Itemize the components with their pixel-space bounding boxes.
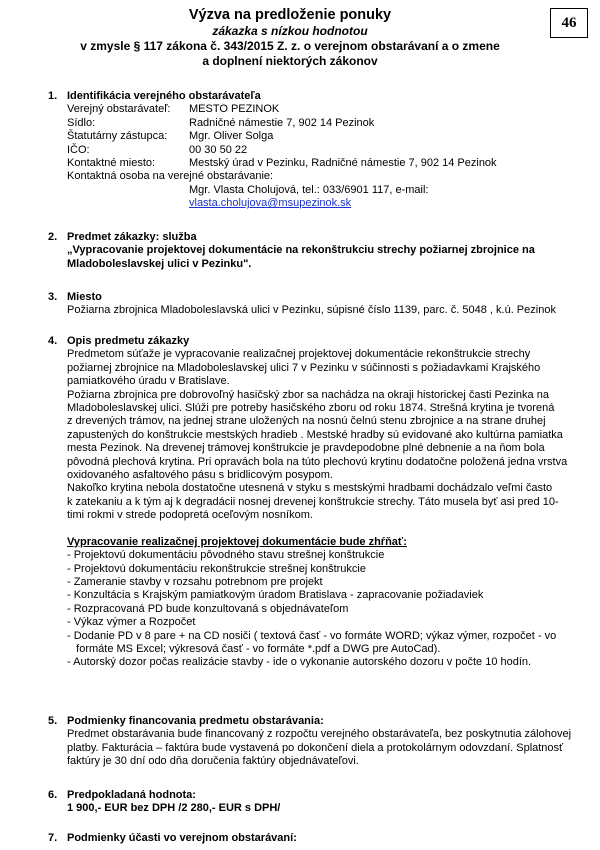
section-title: Podmienky účasti vo verejnom obstarávaní: [67,832,297,844]
info-row [67,103,555,116]
row-label: Kontaktné miesto: [67,157,156,170]
description-line: požiarnej zbrojnice na Mladoboleslavskej ulici 7 v Pezinku v súčinnosti s požiadavkami Krajského [67,361,541,374]
list-item: - Dodanie PD v 8 pare + na CD nosiči ( textová časť - vo formáte WORD; výkaz výmer, rozpočet - vo [67,629,557,642]
list-item: - Rozpracovaná PD bude konzultovaná s objednávateľom [67,602,349,615]
section-number: 6. [48,789,58,801]
document-header [60,6,520,69]
section-title: Identifikácia verejného obstarávateľa [67,90,261,102]
page-number-box: 46 [550,8,588,38]
row-label: Štatutárny zástupca: [67,130,168,143]
list-item: - Projektovú dokumentáciu pôvodného stavu strešnej konštrukcie [67,549,385,562]
legal-basis-line-2: a doplnení niektorých zákonov [202,54,378,68]
contact-person-label: Kontaktná osoba na verejné obstarávanie: [67,170,274,183]
description-line: pamiatkového úradu v Bratislave. [67,375,230,388]
section-title: Opis predmetu zákazky [67,335,190,347]
section-number: 1. [48,90,58,102]
section-number: 2. [48,231,58,243]
row-value: Mestský úrad v Pezinku, Radničné námestie 7, 902 14 Pezinok [189,157,497,170]
row-label: Sídlo: [67,116,96,129]
subject-line-1: „Vypracovanie projektovej dokumentácie na rekonštrukciu strechy požiarnej zbrojnice na [67,244,535,257]
row-value: MESTO PEZINOK [189,103,280,116]
location-text: Požiarna zbrojnica Mladoboleslavská ulici v Pezinku, súpisné číslo 1139, parc. č. 5048 , k.ú. Pezinok [67,304,556,317]
description-line: Predmetom súťaže je vypracovanie realizačnej projektovej dokumentácie rekonštrukcie strechy [67,348,531,361]
description-line: timi rokmi v strede podopretá oceľovým nosníkom. [67,509,313,522]
section-title: Predpokladaná hodnota: [67,789,196,801]
section-number: 4. [48,335,58,347]
list-item: - Výkaz výmer a Rozpočet [67,616,196,629]
list-item: formáte MS Excel; výkresová časť - vo formáte *.pdf a DWG pre AutoCad). [67,642,441,655]
financing-line: faktúry je 30 dní odo dňa doručenia faktúry objednávateľovi. [67,755,359,768]
document-subtitle: zákazka s nízkou hodnotou [212,24,368,38]
description-line: Požiarna zbrojnica pre dobrovoľný hasičský zbor sa nachádza na okraji historickej časti Pezinka na [67,388,549,401]
section-title: Miesto [67,291,102,303]
description-line: mesta Pezinok. Na drevenej trámovej konštrukcie je pravdepodobne plné debnenie a na ňom bola [67,442,545,455]
contact-person-value: Mgr. Vlasta Cholujová, tel.: 033/6901 117, e-mail: [189,183,429,196]
description-line: oxidovaného asfaltového pásu s bridlicovým posypom. [67,469,333,482]
section-number: 7. [48,832,58,844]
section-number: 3. [48,291,58,303]
description-line: Mladoboleslavskej ulici. Slúži pre potreby hasičského zboru od roku 1874. Strešná krytina je tvorená [67,402,555,415]
info-row [67,144,555,157]
list-item: - Autorský dozor počas realizácie stavby - ide o vykonanie autorského dozoru v počte 10 hodín. [67,656,532,669]
subject-line-2: Mladoboleslavskej ulici v Pezinku". [67,257,252,270]
description-line: pôvodná plechová krytina. Pri opravách bola na túto plechovú krytinu dodatočne položená jedna vrstva [67,455,568,468]
description-line: z drevených trámov, na jednej strane uložených na nosnú čelnú stenu zbrojnice a na strane druhej [67,415,546,428]
deliverables-title: Vypracovanie realizačnej projektovej dokumentácie bude zhŕňať: [67,535,407,548]
financing-line: platby. Fakturácia – faktúra bude vystavená po dokončení diela a protokolárnym odovzdaní. Splatnosť [67,741,564,754]
legal-basis-line-1: v zmysle § 117 zákona č. 343/2015 Z. z. o verejnom obstarávaní a o zmene [80,39,500,53]
description-line: zapustených do konštrukcie mestských hradieb . Mestské hradby sú evidované ako kultúrna pamiatka [67,428,563,441]
row-label: Verejný obstarávateľ: [67,103,171,116]
list-item: - Projektovú dokumentáciu rekonštrukcie strešnej konštrukcie [67,562,366,575]
info-row [67,130,555,143]
section-number: 5. [48,715,58,727]
estimated-value: 1 900,- EUR bez DPH /2 280,- EUR s DPH/ [67,802,281,815]
description-line: k zatekaniu a k tým aj k degradácii nosnej drevenej konštrukcie strechy. Táto musela byť asi pred 10- [67,495,559,508]
email-link[interactable]: vlasta.cholujova@msupezinok.sk [189,197,352,210]
description-line: Nakoľko krytina nebola dostatočne utesnená v styku s mestskými hradbami dochádzalo veľmi často [67,482,553,495]
list-item: - Zameranie stavby v rozsahu potrebnom pre projekt [67,575,323,588]
document-title: Výzva na predloženie ponuky [188,7,392,23]
row-value: Mgr. Oliver Solga [189,130,274,143]
info-row [67,157,555,170]
section-title: Predmet zákazky: služba [67,231,197,243]
financing-line: Predmet obstarávania bude financovaný z rozpočtu verejného obstarávateľa, bez poskytnutia zálohovej [67,728,572,741]
section-title: Podmienky financovania predmetu obstarávania: [67,715,324,727]
info-row [67,117,555,130]
row-value: 00 30 50 22 [189,143,248,156]
row-value: Radničné námestie 7, 902 14 Pezinok [189,116,375,129]
row-label: IČO: [67,143,90,156]
list-item: - Konzultácia s Krajským pamiatkovým úradom Bratislava - zapracovanie požiadaviek [67,589,484,602]
